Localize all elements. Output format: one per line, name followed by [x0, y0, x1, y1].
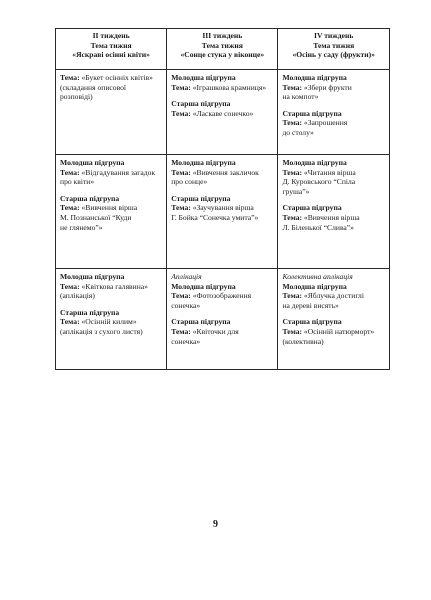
cell-line: про квіти» — [60, 177, 95, 187]
header-row — [56, 29, 390, 70]
topic-text: «Заучування вірша — [190, 203, 254, 213]
cell-line: на дереві висять» — [282, 300, 339, 310]
subgroup-label: Молодша підгрупа — [282, 158, 347, 167]
topic-label: Тема: — [282, 118, 303, 128]
activity-type-label: Аплікація — [171, 272, 202, 281]
table-row — [56, 70, 390, 155]
cell-line — [282, 291, 385, 301]
topic-label: Тема: — [171, 82, 191, 92]
cell-line: Л. Біленької “Слива”» — [282, 222, 354, 232]
cell-line: на компот» — [282, 92, 319, 102]
theme-label: Тема тижня — [90, 40, 132, 50]
subgroup-label: Молодша підгрупа — [60, 158, 125, 167]
cell-line — [171, 168, 273, 178]
subgroup-label: Старша підгрупа — [282, 317, 342, 327]
table-cell — [278, 155, 390, 269]
table-cell — [167, 155, 278, 269]
block-spacer — [282, 196, 385, 203]
subgroup-label: Старша підгрупа — [282, 203, 342, 213]
block-spacer — [171, 92, 273, 99]
block-spacer — [60, 187, 162, 194]
topic-label: Тема: — [282, 82, 303, 92]
topic-label: Тема: — [60, 203, 80, 213]
cell-line: сонечка» — [171, 336, 201, 346]
topic-label: Тема: — [171, 326, 191, 336]
topic-label: Тема: — [60, 317, 80, 327]
table-cell — [278, 70, 390, 155]
cell-line: (аплікація з сухого листя) — [60, 326, 143, 336]
topic-text: «Яблучка достиглі — [302, 291, 364, 301]
table-cell — [167, 269, 278, 370]
cell-line — [282, 118, 385, 128]
block-spacer — [171, 187, 273, 194]
table-row — [56, 155, 390, 269]
cell-line — [171, 291, 273, 301]
table-cell — [278, 269, 390, 370]
topic-label: Тема: — [171, 108, 191, 118]
block-spacer — [282, 102, 385, 109]
topic-text: «Осінній килим» — [79, 317, 137, 327]
cell-line — [282, 168, 385, 178]
cell-line — [171, 203, 273, 213]
topic-text: «Вивчення вірша — [79, 203, 138, 213]
cell-line — [171, 83, 273, 93]
week-label: III тиждень — [202, 31, 243, 40]
topic-label: Тема: — [282, 291, 303, 301]
cell-line: не глянемо”» — [60, 222, 103, 232]
cell-line: (колективна) — [282, 336, 324, 346]
topic-text: «Фотозображення — [190, 291, 252, 301]
topic-text: «Вивчення закличок — [190, 167, 259, 177]
theme-title: «Яскраві осінні квіти» — [72, 50, 150, 59]
topic-label: Тема: — [171, 291, 191, 301]
table-cell — [56, 269, 167, 370]
table-row — [56, 269, 390, 370]
subgroup-label: Старша підгрупа — [171, 317, 231, 327]
topic-text: «Запрошення — [302, 118, 348, 128]
subgroup-label: Молодша підгрупа — [282, 281, 347, 291]
topic-label: Тема: — [282, 212, 303, 222]
activity-type-label: Колективна аплікація — [282, 272, 353, 281]
cell-line — [60, 168, 162, 178]
subgroup-label: Молодша підгрупа — [171, 158, 236, 167]
cell-line — [282, 213, 385, 223]
theme-label: Тема тижня — [201, 40, 243, 50]
cell-line: до столу» — [282, 127, 314, 137]
cell-line — [171, 327, 273, 337]
theme-label: Тема тижня — [313, 40, 355, 50]
block-spacer — [60, 301, 162, 308]
topic-label: Тема: — [60, 281, 80, 291]
page-number: 9 — [213, 519, 218, 530]
topic-label: Тема: — [60, 73, 80, 82]
cell-line — [60, 73, 162, 83]
subgroup-label: Молодша підгрупа — [171, 281, 236, 291]
cell-line — [282, 83, 385, 93]
cell-line: про сонце» — [171, 177, 208, 187]
cell-line: (аплікація) — [60, 291, 95, 301]
topic-text: «Вивчення вірша — [302, 212, 360, 222]
topic-label: Тема: — [282, 326, 303, 336]
subgroup-label: Старша підгрупа — [60, 307, 120, 317]
topic-text: «Квіточки для — [190, 326, 239, 336]
subgroup-label: Молодша підгрупа — [60, 272, 125, 281]
table-cell — [56, 70, 167, 155]
cell-line — [282, 327, 385, 337]
week-label: II тиждень — [92, 31, 130, 40]
topic-text: «Квіткова галявина» — [79, 281, 148, 291]
header-cell — [56, 29, 167, 70]
table-cell — [167, 70, 278, 155]
subgroup-label: Молодша підгрупа — [282, 73, 347, 82]
topic-text: «Іграшкова крамниця» — [190, 82, 267, 92]
cell-line: (складання описової — [60, 82, 127, 92]
subgroup-label: Старша підгрупа — [171, 193, 231, 203]
topic-label: Тема: — [60, 167, 80, 177]
cell-line: розповіді) — [60, 92, 93, 102]
cell-line: М. Познанської “Куди — [60, 212, 132, 222]
cell-line: сонечка» — [171, 300, 201, 310]
block-spacer — [282, 310, 385, 317]
cell-line: Д. Куровського “Спіла — [282, 177, 356, 187]
topic-text: «Збери фрукти — [302, 82, 352, 92]
subgroup-label: Старша підгрупа — [171, 99, 231, 109]
subgroup-label: Старша підгрупа — [282, 108, 342, 118]
topic-label: Тема: — [171, 167, 191, 177]
subgroup-label: Старша підгрупа — [60, 193, 120, 203]
table-cell — [56, 155, 167, 269]
weekly-plan-table — [55, 28, 390, 370]
header-cell — [278, 29, 390, 70]
block-spacer — [171, 310, 273, 317]
cell-line — [60, 317, 162, 327]
topic-text: «Відгадування загадок — [79, 167, 156, 177]
topic-text: «Читання вірша — [302, 167, 356, 177]
topic-label: Тема: — [282, 167, 303, 177]
header-cell — [167, 29, 278, 70]
cell-line — [60, 282, 162, 292]
topic-text: «Осінній натюрморт» — [302, 326, 375, 336]
cell-line: Г. Бойка “Сонечка умита”» — [171, 212, 259, 222]
topic-label: Тема: — [171, 203, 191, 213]
week-label: IV тиждень — [314, 31, 354, 40]
subgroup-label: Молодша підгрупа — [171, 73, 236, 82]
topic-text: «Букет осінніх квітів» — [79, 73, 153, 82]
theme-title: «Сонце стука у віконце» — [180, 50, 265, 59]
theme-title: «Осінь у саду (фрукти)» — [292, 50, 375, 59]
topic-text: «Ласкаве сонечко» — [190, 108, 254, 118]
cell-line: груша”» — [282, 186, 310, 196]
cell-line — [60, 203, 162, 213]
cell-line — [171, 109, 273, 119]
